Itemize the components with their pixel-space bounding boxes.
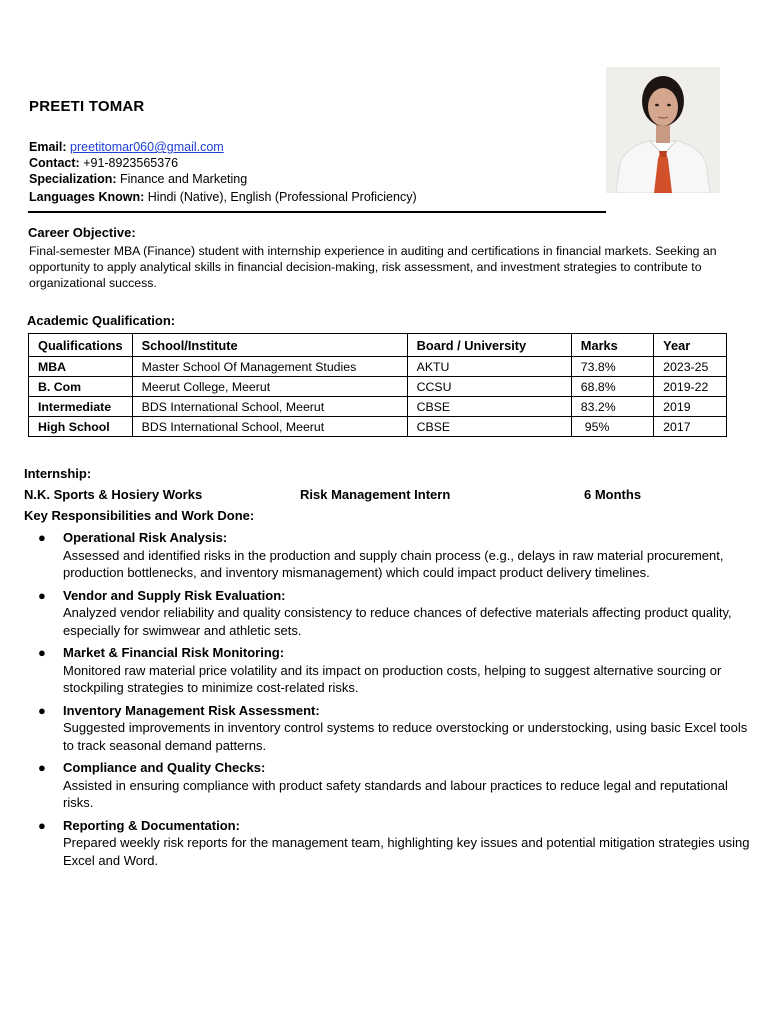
header-divider (28, 211, 606, 213)
table-header-row (29, 334, 727, 357)
col-header-year: Year (654, 334, 727, 357)
internship-duration: 6 Months (584, 487, 642, 502)
item-title: Inventory Management Risk Assessment: (63, 702, 320, 718)
specialization-line (29, 171, 247, 187)
internship-role: Risk Management Intern (300, 487, 451, 502)
contact-label: Contact: (29, 156, 80, 170)
list-item (24, 817, 754, 870)
email-link[interactable]: preetitomar060@gmail.com (70, 140, 224, 154)
item-text: Analyzed vendor reliability and quality consistency to reduce chances of defective materials affecting product quality, especially for swimwear and athletic sets. (63, 605, 732, 638)
responsibilities-list (24, 529, 754, 874)
item-title: Operational Risk Analysis: (63, 530, 228, 545)
specialization-label: Specialization: (29, 172, 117, 186)
qualification-cell: Intermediate (29, 397, 133, 417)
table-row (29, 377, 727, 397)
internship-company: N.K. Sports & Hosiery Works (24, 487, 203, 502)
marks-cell: 73.8% (571, 357, 653, 377)
list-item (24, 587, 754, 640)
year-cell: 2019 (654, 397, 727, 417)
item-title: Compliance and Quality Checks: (63, 760, 266, 775)
academic-title: Academic Qualification: (27, 313, 176, 328)
item-text: Prepared weekly risk reports for the management team, highlighting key issues and potential mitigation strategies using Excel and Word. (63, 835, 750, 868)
contact-line (29, 155, 178, 171)
qualification-cell: B. Com (29, 377, 133, 397)
bullet-icon: ● (38, 587, 46, 603)
email-line (29, 139, 224, 155)
bullet-icon: ● (38, 760, 46, 775)
col-header-school: School/Institute (132, 334, 407, 357)
bullet-icon: ● (38, 817, 46, 833)
board-cell: AKTU (407, 357, 571, 377)
marks-cell: 95% (571, 417, 653, 437)
year-cell: 2017 (654, 417, 727, 437)
specialization-value: Finance and Marketing (120, 172, 248, 186)
col-header-board: Board / University (407, 334, 571, 357)
responsibilities-title: Key Responsibilities and Work Done: (24, 508, 255, 523)
list-item (24, 529, 754, 582)
year-cell: 2023-25 (654, 357, 727, 377)
col-header-qualifications: Qualifications (29, 334, 133, 357)
item-text: Suggested improvements in inventory control systems to reduce overstocking or understocking, using basic Excel tools to track seasonal demand patterns. (63, 720, 748, 753)
school-cell: Master School Of Management Studies (132, 357, 407, 377)
item-text: Assisted in ensuring compliance with product safety standards and labour practices to reduce legal and reputational risks. (63, 777, 728, 810)
career-objective-title: Career Objective: (28, 225, 136, 240)
board-cell: CBSE (407, 417, 571, 437)
table-row (29, 417, 727, 437)
profile-photo (606, 67, 720, 193)
languages-label: Languages Known: (29, 190, 145, 204)
list-item (24, 759, 754, 812)
internship-title: Internship: (24, 466, 92, 481)
career-objective-text: Final-semester MBA (Finance) student with internship experience in auditing and certifications in financial markets. Seeking an opportunity to apply analytical skills in financial decision-making, risk assessment, and investment strategies to contribute to organizational success. (29, 244, 717, 290)
table-row (29, 357, 727, 377)
bullet-icon: ● (38, 645, 46, 660)
candidate-name: PREETI TOMAR (29, 98, 145, 115)
contact-value: +91-8923565376 (83, 156, 179, 170)
item-title: Reporting & Documentation: (63, 817, 240, 833)
item-title: Vendor and Supply Risk Evaluation: (63, 587, 286, 603)
board-cell: CCSU (407, 377, 571, 397)
school-cell: BDS International School, Meerut (132, 397, 407, 417)
item-title: Market & Financial Risk Monitoring: (63, 645, 285, 660)
school-cell: BDS International School, Meerut (132, 417, 407, 437)
email-label: Email: (29, 140, 67, 154)
bullet-icon: ● (38, 530, 46, 545)
year-cell: 2019-22 (654, 377, 727, 397)
bullet-icon: ● (38, 702, 46, 718)
table-row (29, 397, 727, 417)
list-item (24, 644, 754, 697)
languages-value: Hindi (Native), English (Professional Proficiency) (147, 190, 417, 204)
qualification-cell: MBA (29, 357, 133, 377)
marks-cell: 83.2% (571, 397, 653, 417)
academic-table (28, 333, 727, 437)
languages-line (29, 189, 417, 205)
qualification-cell: High School (29, 417, 133, 437)
item-text: Assessed and identified risks in the production and supply chain process (e.g., delays in raw material procurement, production bottlenecks, and inventory mismanagement) which could impact product delivery timelines. (63, 547, 724, 580)
marks-cell: 68.8% (571, 377, 653, 397)
list-item (24, 702, 754, 755)
col-header-marks: Marks (571, 334, 653, 357)
item-text: Monitored raw material price volatility and its impact on production costs, helping to suggest alternative sourcing or stockpiling strategies to minimize cost-related risks. (63, 662, 722, 695)
school-cell: Meerut College, Meerut (132, 377, 407, 397)
board-cell: CBSE (407, 397, 571, 417)
